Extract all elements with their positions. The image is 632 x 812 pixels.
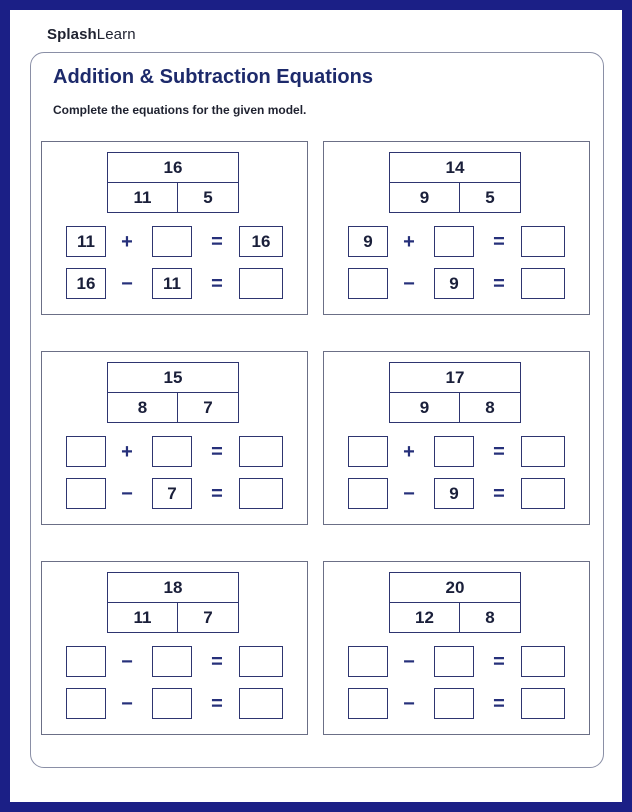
logo-learn: Learn	[96, 26, 136, 43]
equation-box[interactable]	[152, 436, 192, 467]
equation-row	[42, 478, 307, 510]
model-part-1: 11	[108, 183, 178, 212]
equation-box[interactable]: 11	[152, 268, 192, 299]
equation-box[interactable]	[66, 478, 106, 509]
model-part-2: 8	[485, 397, 495, 417]
model-total: 16	[108, 153, 238, 183]
model-part-1: 11	[108, 603, 178, 632]
equation-box[interactable]	[152, 646, 192, 677]
worksheet-page	[10, 10, 622, 802]
equation-row	[324, 478, 589, 510]
equation-box[interactable]	[239, 646, 283, 677]
operator-sign: +	[403, 230, 415, 253]
equation-row	[42, 268, 307, 300]
equation-box[interactable]	[434, 646, 474, 677]
operator-sign: −	[403, 692, 415, 715]
equation-box[interactable]	[348, 436, 388, 467]
equation-box[interactable]	[521, 226, 565, 257]
equation-box[interactable]: 11	[66, 226, 106, 257]
operator-sign: +	[403, 440, 415, 463]
equals-sign: =	[493, 440, 505, 463]
equation-row	[324, 436, 589, 468]
equation-box[interactable]: 16	[239, 226, 283, 257]
equation-box[interactable]	[348, 268, 388, 299]
equals-sign: =	[211, 692, 223, 715]
equation-box[interactable]	[239, 478, 283, 509]
part-whole-model	[389, 362, 521, 423]
model-part-1: 9	[390, 393, 460, 422]
equals-sign: =	[493, 482, 505, 505]
equation-box[interactable]	[348, 688, 388, 719]
equation-row	[42, 646, 307, 678]
equation-box[interactable]: 9	[434, 268, 474, 299]
equals-sign: =	[211, 230, 223, 253]
problem-card	[41, 351, 308, 525]
equation-box[interactable]: 9	[434, 478, 474, 509]
equation-box[interactable]	[521, 436, 565, 467]
part-whole-model	[107, 572, 239, 633]
equation-box[interactable]	[66, 646, 106, 677]
equation-box[interactable]	[239, 436, 283, 467]
equation-box[interactable]	[434, 226, 474, 257]
model-total: 15	[108, 363, 238, 393]
logo-splash: Splash	[47, 26, 97, 43]
equation-box[interactable]	[521, 646, 565, 677]
part-whole-model	[107, 362, 239, 423]
model-part-1: 12	[390, 603, 460, 632]
equation-box[interactable]	[66, 688, 106, 719]
equation-box[interactable]	[434, 688, 474, 719]
problem-card	[323, 561, 590, 735]
problem-card	[323, 141, 590, 315]
part-whole-model	[107, 152, 239, 213]
operator-sign: −	[121, 650, 133, 673]
model-total: 20	[390, 573, 520, 603]
model-total: 18	[108, 573, 238, 603]
page-title: Addition & Subtraction Equations	[53, 66, 373, 88]
model-part-2: 8	[485, 607, 495, 627]
equation-box[interactable]	[521, 478, 565, 509]
operator-sign: −	[403, 482, 415, 505]
equals-sign: =	[493, 230, 505, 253]
part-whole-model	[389, 572, 521, 633]
equation-box[interactable]	[152, 226, 192, 257]
equals-sign: =	[493, 692, 505, 715]
problem-card	[41, 561, 308, 735]
operator-sign: −	[121, 482, 133, 505]
equation-box[interactable]	[348, 478, 388, 509]
model-part-2: 7	[203, 607, 213, 627]
problem-card	[41, 141, 308, 315]
worksheet-panel	[30, 52, 604, 768]
equals-sign: =	[211, 272, 223, 295]
instructions: Complete the equations for the given model.	[53, 103, 307, 117]
equation-row	[42, 436, 307, 468]
equals-sign: =	[211, 482, 223, 505]
equation-box[interactable]: 16	[66, 268, 106, 299]
operator-sign: −	[403, 272, 415, 295]
operator-sign: +	[121, 230, 133, 253]
model-part-2: 5	[485, 187, 495, 207]
equation-row	[42, 226, 307, 258]
model-part-1: 9	[390, 183, 460, 212]
equation-box[interactable]	[239, 688, 283, 719]
equation-row	[324, 268, 589, 300]
equation-box[interactable]	[152, 688, 192, 719]
equation-box[interactable]	[434, 436, 474, 467]
equation-box[interactable]	[239, 268, 283, 299]
equation-row	[324, 688, 589, 720]
model-part-2: 7	[203, 397, 213, 417]
equation-row	[42, 688, 307, 720]
equation-box[interactable]	[521, 268, 565, 299]
equals-sign: =	[493, 272, 505, 295]
operator-sign: −	[121, 692, 133, 715]
operator-sign: −	[121, 272, 133, 295]
model-part-1: 8	[108, 393, 178, 422]
equals-sign: =	[493, 650, 505, 673]
equation-box[interactable]	[521, 688, 565, 719]
model-total: 17	[390, 363, 520, 393]
operator-sign: −	[403, 650, 415, 673]
model-total: 14	[390, 153, 520, 183]
equation-box[interactable]: 7	[152, 478, 192, 509]
equals-sign: =	[211, 650, 223, 673]
part-whole-model	[389, 152, 521, 213]
operator-sign: +	[121, 440, 133, 463]
equation-box[interactable]	[66, 436, 106, 467]
model-part-2: 5	[203, 187, 213, 207]
equation-box[interactable]	[348, 646, 388, 677]
equals-sign: =	[211, 440, 223, 463]
equation-box[interactable]: 9	[348, 226, 388, 257]
problem-card	[323, 351, 590, 525]
splashlearn-logo	[47, 26, 136, 43]
equation-row	[324, 646, 589, 678]
equation-row	[324, 226, 589, 258]
